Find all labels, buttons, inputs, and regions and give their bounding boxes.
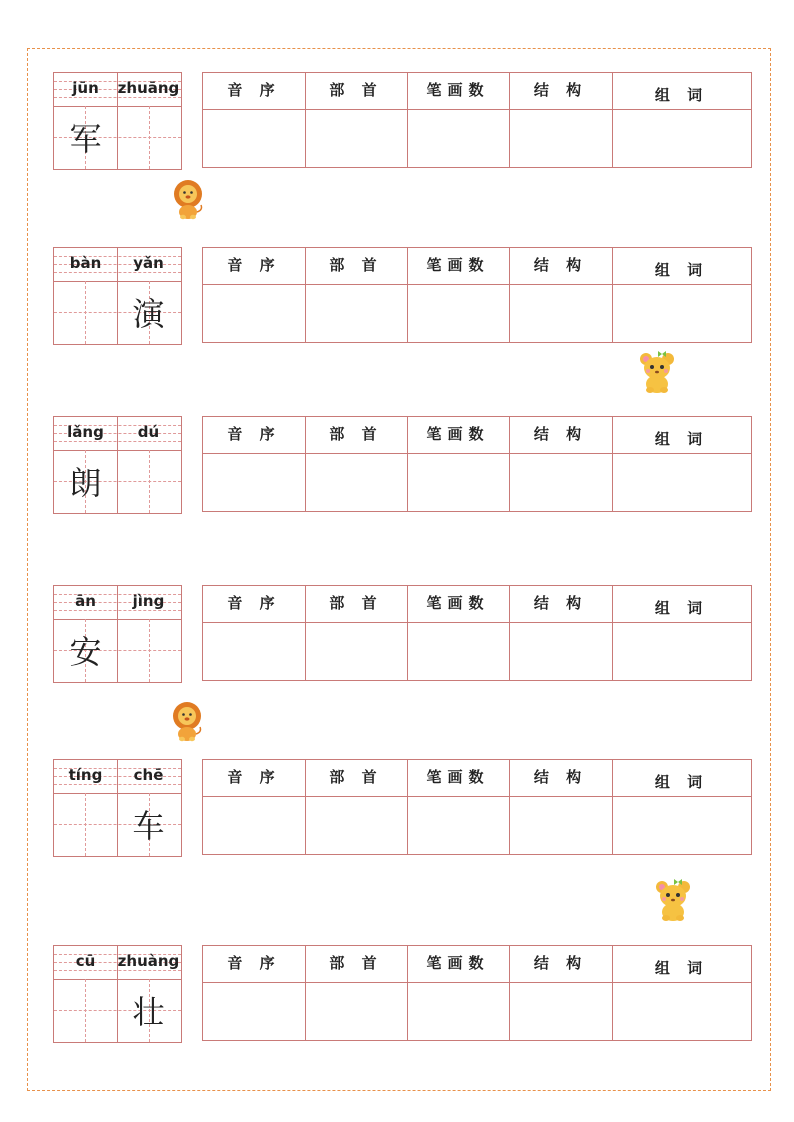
table-header: 笔画数 (426, 256, 490, 274)
table-header: 部 首 (329, 256, 383, 274)
table-header: 音 序 (227, 256, 281, 274)
table-header: 音 序 (227, 954, 281, 972)
answer-cell[interactable] (407, 285, 509, 342)
answer-cell[interactable] (305, 983, 407, 1040)
answer-cell[interactable] (612, 983, 751, 1040)
hanzi-cell[interactable]: 朗 (69, 464, 102, 502)
info-table (202, 416, 752, 512)
answer-cell[interactable] (612, 623, 751, 680)
answer-cell[interactable] (203, 110, 305, 167)
answer-cell[interactable] (407, 454, 509, 511)
character-row (0, 416, 794, 514)
answer-cell[interactable] (509, 797, 612, 854)
table-header: 部 首 (329, 768, 383, 786)
pinyin-label: ān (75, 592, 96, 610)
answer-cell[interactable] (203, 983, 305, 1040)
table-header: 部 首 (329, 81, 383, 99)
table-header: 音 序 (227, 81, 281, 99)
info-table (202, 585, 752, 681)
info-table (202, 247, 752, 343)
pinyin-label: cū (75, 952, 96, 970)
table-header: 笔画数 (426, 954, 490, 972)
answer-cell[interactable] (305, 110, 407, 167)
answer-cell[interactable] (407, 110, 509, 167)
bear-icon (652, 878, 696, 922)
table-header: 组 词 (654, 86, 709, 104)
answer-cell[interactable] (612, 454, 751, 511)
answer-cell[interactable] (203, 797, 305, 854)
hanzi-cell[interactable]: 车 (132, 807, 165, 845)
lion-icon (169, 700, 205, 742)
answer-cell[interactable] (612, 797, 751, 854)
table-header: 结 构 (533, 954, 588, 972)
answer-cell[interactable] (305, 454, 407, 511)
answer-cell[interactable] (612, 285, 751, 342)
hanzi-cell[interactable] (117, 624, 180, 680)
hanzi-cell[interactable] (117, 111, 180, 167)
table-header: 部 首 (329, 594, 383, 612)
character-grid (53, 585, 182, 683)
page-border (27, 48, 771, 1091)
answer-cell[interactable] (612, 110, 751, 167)
pinyin-label: chē (133, 766, 164, 784)
table-header: 组 词 (654, 599, 709, 617)
answer-cell[interactable] (305, 285, 407, 342)
lion-icon (170, 178, 206, 220)
info-table (202, 759, 752, 855)
hanzi-cell[interactable] (117, 455, 180, 511)
table-header: 音 序 (227, 594, 281, 612)
hanzi-cell[interactable]: 壮 (132, 993, 165, 1031)
character-grid (53, 945, 182, 1043)
table-header: 结 构 (533, 81, 588, 99)
table-header: 结 构 (533, 256, 588, 274)
pinyin-label: lǎng (67, 423, 104, 441)
table-header: 组 词 (654, 773, 709, 791)
character-grid (53, 247, 182, 345)
pinyin-label: jìng (132, 592, 165, 610)
pinyin-label: bàn (69, 254, 102, 272)
table-header: 笔画数 (426, 425, 490, 443)
table-header: 组 词 (654, 261, 709, 279)
table-header: 结 构 (533, 768, 588, 786)
hanzi-cell[interactable]: 演 (132, 295, 165, 333)
hanzi-cell[interactable]: 安 (69, 633, 102, 671)
answer-cell[interactable] (407, 983, 509, 1040)
info-table (202, 945, 752, 1041)
pinyin-label: dú (137, 423, 160, 441)
hanzi-cell[interactable] (54, 984, 117, 1040)
character-grid (53, 759, 182, 857)
table-header: 笔画数 (426, 81, 490, 99)
answer-cell[interactable] (203, 623, 305, 680)
character-grid (53, 72, 182, 170)
character-row (0, 945, 794, 1043)
character-row (0, 585, 794, 683)
bear-icon (636, 350, 680, 394)
answer-cell[interactable] (305, 623, 407, 680)
answer-cell[interactable] (509, 285, 612, 342)
hanzi-cell[interactable] (54, 798, 117, 854)
table-header: 部 首 (329, 954, 383, 972)
table-header: 结 构 (533, 594, 588, 612)
table-header: 音 序 (227, 425, 281, 443)
answer-cell[interactable] (203, 285, 305, 342)
answer-cell[interactable] (305, 797, 407, 854)
pinyin-label: tíng (68, 766, 103, 784)
character-row (0, 759, 794, 857)
answer-cell[interactable] (407, 623, 509, 680)
hanzi-cell[interactable] (54, 286, 117, 342)
info-table (202, 72, 752, 168)
table-header: 组 词 (654, 430, 709, 448)
character-row (0, 72, 794, 170)
pinyin-label: zhuāng (117, 79, 180, 97)
answer-cell[interactable] (509, 983, 612, 1040)
pinyin-label: zhuàng (117, 952, 180, 970)
table-header: 结 构 (533, 425, 588, 443)
answer-cell[interactable] (203, 454, 305, 511)
pinyin-label: yǎn (133, 254, 164, 272)
character-row (0, 247, 794, 345)
character-grid (53, 416, 182, 514)
answer-cell[interactable] (509, 623, 612, 680)
hanzi-cell[interactable]: 军 (69, 120, 102, 158)
table-header: 组 词 (654, 959, 709, 977)
table-header: 笔画数 (426, 768, 490, 786)
answer-cell[interactable] (407, 797, 509, 854)
answer-cell[interactable] (509, 454, 612, 511)
table-header: 音 序 (227, 768, 281, 786)
table-header: 部 首 (329, 425, 383, 443)
table-header: 笔画数 (426, 594, 490, 612)
pinyin-label: jūn (72, 79, 99, 97)
answer-cell[interactable] (509, 110, 612, 167)
